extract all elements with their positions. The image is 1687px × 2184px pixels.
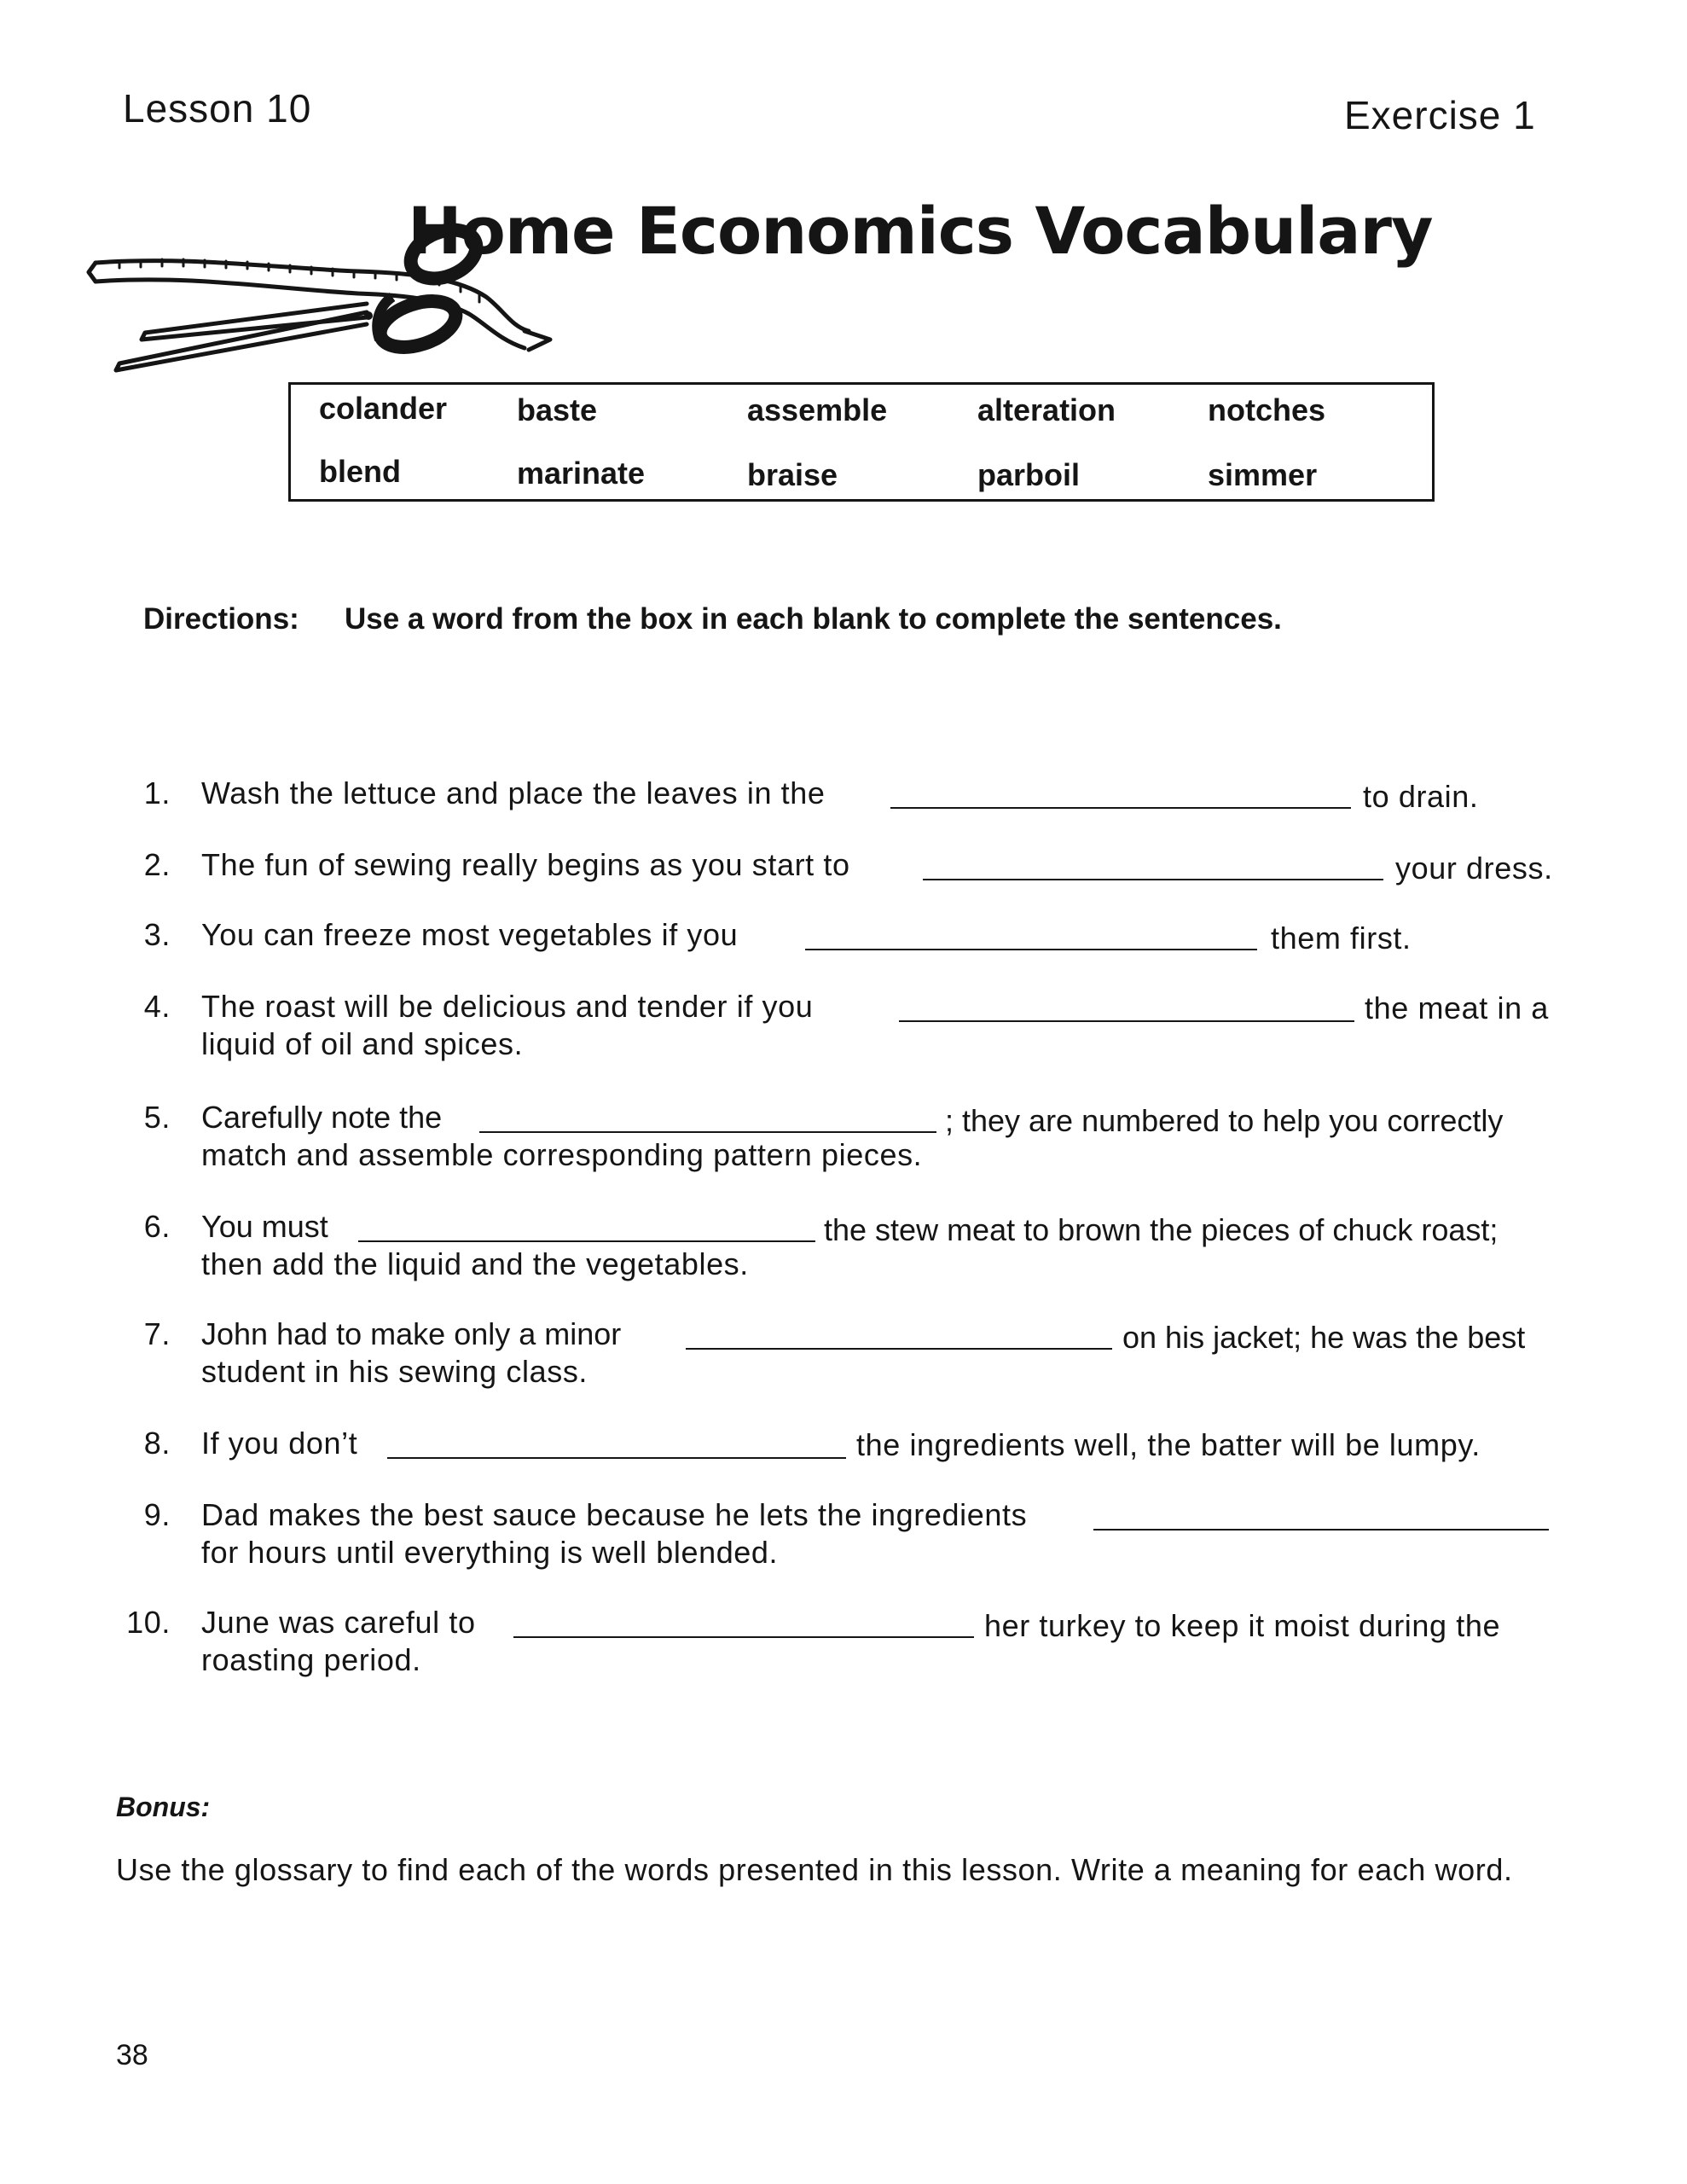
item-number: 6. bbox=[143, 1209, 171, 1244]
sentence-text: to drain. bbox=[1363, 779, 1479, 814]
sentence-text: them first. bbox=[1271, 921, 1412, 956]
item-number: 3. bbox=[143, 917, 171, 952]
sentence-text: June was careful to bbox=[201, 1605, 476, 1640]
item-number: 1. bbox=[143, 775, 171, 810]
lesson-label: Lesson 10 bbox=[123, 86, 312, 131]
item-number: 8. bbox=[143, 1426, 171, 1461]
answer-blank[interactable] bbox=[513, 1636, 974, 1638]
word-braise: braise bbox=[747, 457, 838, 492]
sentence-10 bbox=[0, 1604, 1687, 1682]
item-number: 10. bbox=[126, 1605, 171, 1640]
word-parboil: parboil bbox=[977, 457, 1081, 492]
sentence-9 bbox=[0, 1496, 1687, 1575]
sentence-text: the stew meat to brown the pieces of chuck roast; bbox=[824, 1212, 1499, 1247]
sentence-3 bbox=[0, 916, 1687, 959]
sentence-text: roasting period. bbox=[201, 1642, 421, 1677]
sentence-6 bbox=[0, 1208, 1687, 1287]
sentence-8 bbox=[0, 1425, 1687, 1467]
sentence-text: Carefully note the bbox=[201, 1100, 443, 1135]
word-assemble: assemble bbox=[747, 392, 888, 427]
sentence-text: student in his sewing class. bbox=[201, 1354, 588, 1389]
sentence-text: You must bbox=[201, 1209, 328, 1244]
sentence-text: If you don’t bbox=[201, 1426, 358, 1461]
item-number: 4. bbox=[143, 989, 171, 1024]
sentence-text: The fun of sewing really begins as you start to bbox=[201, 847, 850, 882]
answer-blank[interactable] bbox=[387, 1457, 846, 1459]
sentence-text: You can freeze most vegetables if you bbox=[201, 917, 739, 952]
answer-blank[interactable] bbox=[686, 1348, 1112, 1350]
word-colander: colander bbox=[319, 391, 448, 426]
directions bbox=[143, 602, 1282, 636]
bonus-label: Bonus: bbox=[116, 1792, 211, 1822]
sentence-text: on his jacket; he was the best bbox=[1122, 1320, 1526, 1355]
sentence-text: match and assemble corresponding pattern pieces. bbox=[201, 1137, 923, 1172]
sentence-text: Wash the lettuce and place the leaves in the bbox=[201, 775, 826, 810]
sentence-text: The roast will be delicious and tender if you bbox=[201, 989, 814, 1024]
word-blend: blend bbox=[319, 454, 401, 489]
word-alteration: alteration bbox=[977, 392, 1116, 427]
sentence-text: Dad makes the best sauce because he lets the ingredients bbox=[201, 1497, 1028, 1532]
sentence-text: her turkey to keep it moist during the bbox=[984, 1608, 1501, 1643]
sentence-5 bbox=[0, 1099, 1687, 1177]
sentence-text: John had to make only a minor bbox=[201, 1316, 622, 1351]
item-number: 9. bbox=[143, 1497, 171, 1532]
page-title: Home Economics Vocabulary bbox=[408, 193, 1433, 269]
directions-text: Use a word from the box in each blank to complete the sentences. bbox=[345, 602, 1282, 636]
page-number: 38 bbox=[116, 2039, 148, 2071]
answer-blank[interactable] bbox=[890, 807, 1351, 809]
sentence-text: your dress. bbox=[1395, 851, 1553, 886]
answer-blank[interactable] bbox=[805, 949, 1257, 950]
word-baste: baste bbox=[517, 392, 598, 427]
sentence-text: liquid of oil and spices. bbox=[201, 1026, 524, 1061]
answer-blank[interactable] bbox=[1093, 1529, 1549, 1531]
sentence-text: for hours until everything is well blended. bbox=[201, 1535, 779, 1570]
item-number: 2. bbox=[143, 847, 171, 882]
sentence-1 bbox=[0, 775, 1687, 817]
sentence-2 bbox=[0, 846, 1687, 889]
exercise-label: Exercise 1 bbox=[1344, 93, 1536, 137]
sentence-text: then add the liquid and the vegetables. bbox=[201, 1246, 749, 1281]
item-number: 5. bbox=[143, 1100, 171, 1135]
sentence-text: ; they are numbered to help you correctly bbox=[945, 1103, 1504, 1138]
word-notches: notches bbox=[1208, 392, 1326, 427]
answer-blank[interactable] bbox=[358, 1240, 815, 1242]
word-marinate: marinate bbox=[517, 456, 646, 491]
sentence-7 bbox=[0, 1316, 1687, 1394]
item-number: 7. bbox=[143, 1316, 171, 1351]
bonus-text: Use the glossary to find each of the words presented in this lesson. Write a meaning for each word. bbox=[116, 1852, 1513, 1887]
answer-blank[interactable] bbox=[899, 1020, 1354, 1022]
sentence-text: the meat in a bbox=[1365, 990, 1549, 1025]
word-simmer: simmer bbox=[1208, 457, 1318, 492]
sentence-4 bbox=[0, 988, 1687, 1066]
answer-blank[interactable] bbox=[479, 1131, 936, 1133]
directions-label: Directions: bbox=[143, 602, 299, 636]
sentence-text: the ingredients well, the batter will be lumpy. bbox=[856, 1427, 1481, 1462]
answer-blank[interactable] bbox=[923, 879, 1383, 880]
